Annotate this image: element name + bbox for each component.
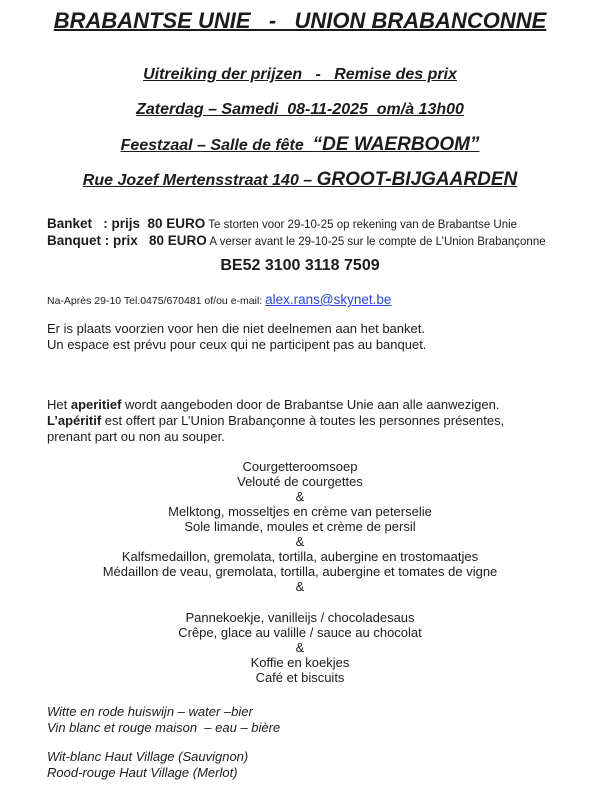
venue-label: Feestzaal – Salle de fête — [120, 137, 313, 154]
menu-line: Crêpe, glace au valille / sauce au chocolat — [178, 625, 422, 640]
seating-text-nl: Er is plaats voorzien voor hen die niet deelnemen aan het banket. — [47, 321, 425, 336]
banquet-label-nl: Banket : prijs 80 EURO — [47, 216, 206, 231]
address-street: Rue Jozef Mertensstraat 140 – — [82, 172, 317, 189]
iban-number: BE52 3100 3118 7509 — [220, 257, 380, 274]
menu-line: Sole limande, moules et crème de persil — [184, 519, 416, 534]
document-title: BRABANTSE UNIE - UNION BRABANCONNE — [53, 8, 547, 33]
menu-line: Pannekoekje, vanilleijs / chocoladesaus — [185, 610, 415, 625]
menu-line: Koffie en koekjes — [250, 655, 350, 670]
menu-line: Médaillon de veau, gremolata, tortilla, aubergine et tomates de vigne — [102, 564, 498, 579]
menu-separator: & — [295, 640, 305, 655]
seating-paragraph — [47, 321, 426, 353]
menu-courses — [0, 459, 600, 594]
aperitif-nl-prefix: Het — [47, 397, 71, 412]
aperitif-text-nl — [47, 397, 504, 413]
drinks-wines — [47, 749, 248, 780]
seating-text-fr: Un espace est prévu pour ceux qui ne participent pas au banquet. — [47, 337, 427, 352]
menu-line: Velouté de courgettes — [237, 474, 363, 489]
banquet-note-fr: A verser avant le 29-10-25 sur le compte de L’Union Brabançonne — [206, 236, 546, 248]
menu-line: Kalfsmedaillon, gremolata, tortilla, aubergine en trostomaatjes — [121, 549, 479, 564]
drinks-house — [47, 704, 280, 735]
drinks-house-nl: Witte en rode huiswijn – water –bier — [47, 704, 253, 719]
banquet-label-fr: Banquet : prix 80 EURO — [47, 233, 207, 248]
menu-separator: & — [295, 534, 305, 549]
event-date: Zaterdag – Samedi 08-11-2025 om/à 13h00 — [136, 101, 464, 118]
aperitif-nl-rest: wordt aangeboden door de Brabantse Unie aan alle aanwezigen. — [121, 397, 500, 412]
menu-line: Melktong, mosseltjes en crème van peterselie — [168, 504, 432, 519]
event-title: Uitreiking der prijzen - Remise des prix — [143, 66, 457, 83]
banquet-note-nl: Te storten voor 29-10-25 op rekening van de Brabantse Unie — [205, 219, 518, 231]
address-line — [0, 169, 600, 191]
venue-name: “DE WAERBOOM” — [312, 134, 480, 155]
banquet-price-fr — [47, 233, 546, 250]
email-link[interactable]: alex.rans@skynet.be — [265, 292, 392, 307]
aperitif-text-fr — [47, 413, 504, 429]
drinks-wine-red: Rood-rouge Haut Village (Merlot) — [47, 764, 238, 780]
drinks-house-fr: Vin blanc et rouge maison – eau – bière — [47, 719, 281, 735]
menu-line: Courgetteroomsoep — [242, 459, 358, 474]
aperitif-fr-rest: est offert par L’Union Brabançonne à toutes les personnes présentes, — [101, 413, 505, 428]
contact-line — [47, 292, 391, 307]
menu-line: Café et biscuits — [255, 670, 345, 685]
aperitif-text-fr-cont: prenant part ou non au souper. — [47, 429, 225, 444]
venue-line — [0, 134, 600, 156]
drinks-wine-white: Wit-blanc Haut Village (Sauvignon) — [47, 749, 249, 764]
aperitif-nl-bold: aperitief — [70, 397, 122, 412]
banquet-price-nl — [47, 216, 546, 233]
banquet-price-block — [47, 216, 546, 250]
contact-text: Na-Après 29-10 Tel.0475/670481 of/ou e-mail: — [47, 295, 266, 307]
menu-desserts — [0, 610, 600, 685]
menu-separator: & — [295, 489, 305, 504]
address-city: GROOT-BIJGAARDEN — [316, 169, 518, 190]
menu-separator: & — [295, 579, 305, 594]
aperitif-paragraph — [47, 397, 504, 445]
aperitif-fr-bold: L’apéritif — [47, 413, 102, 428]
